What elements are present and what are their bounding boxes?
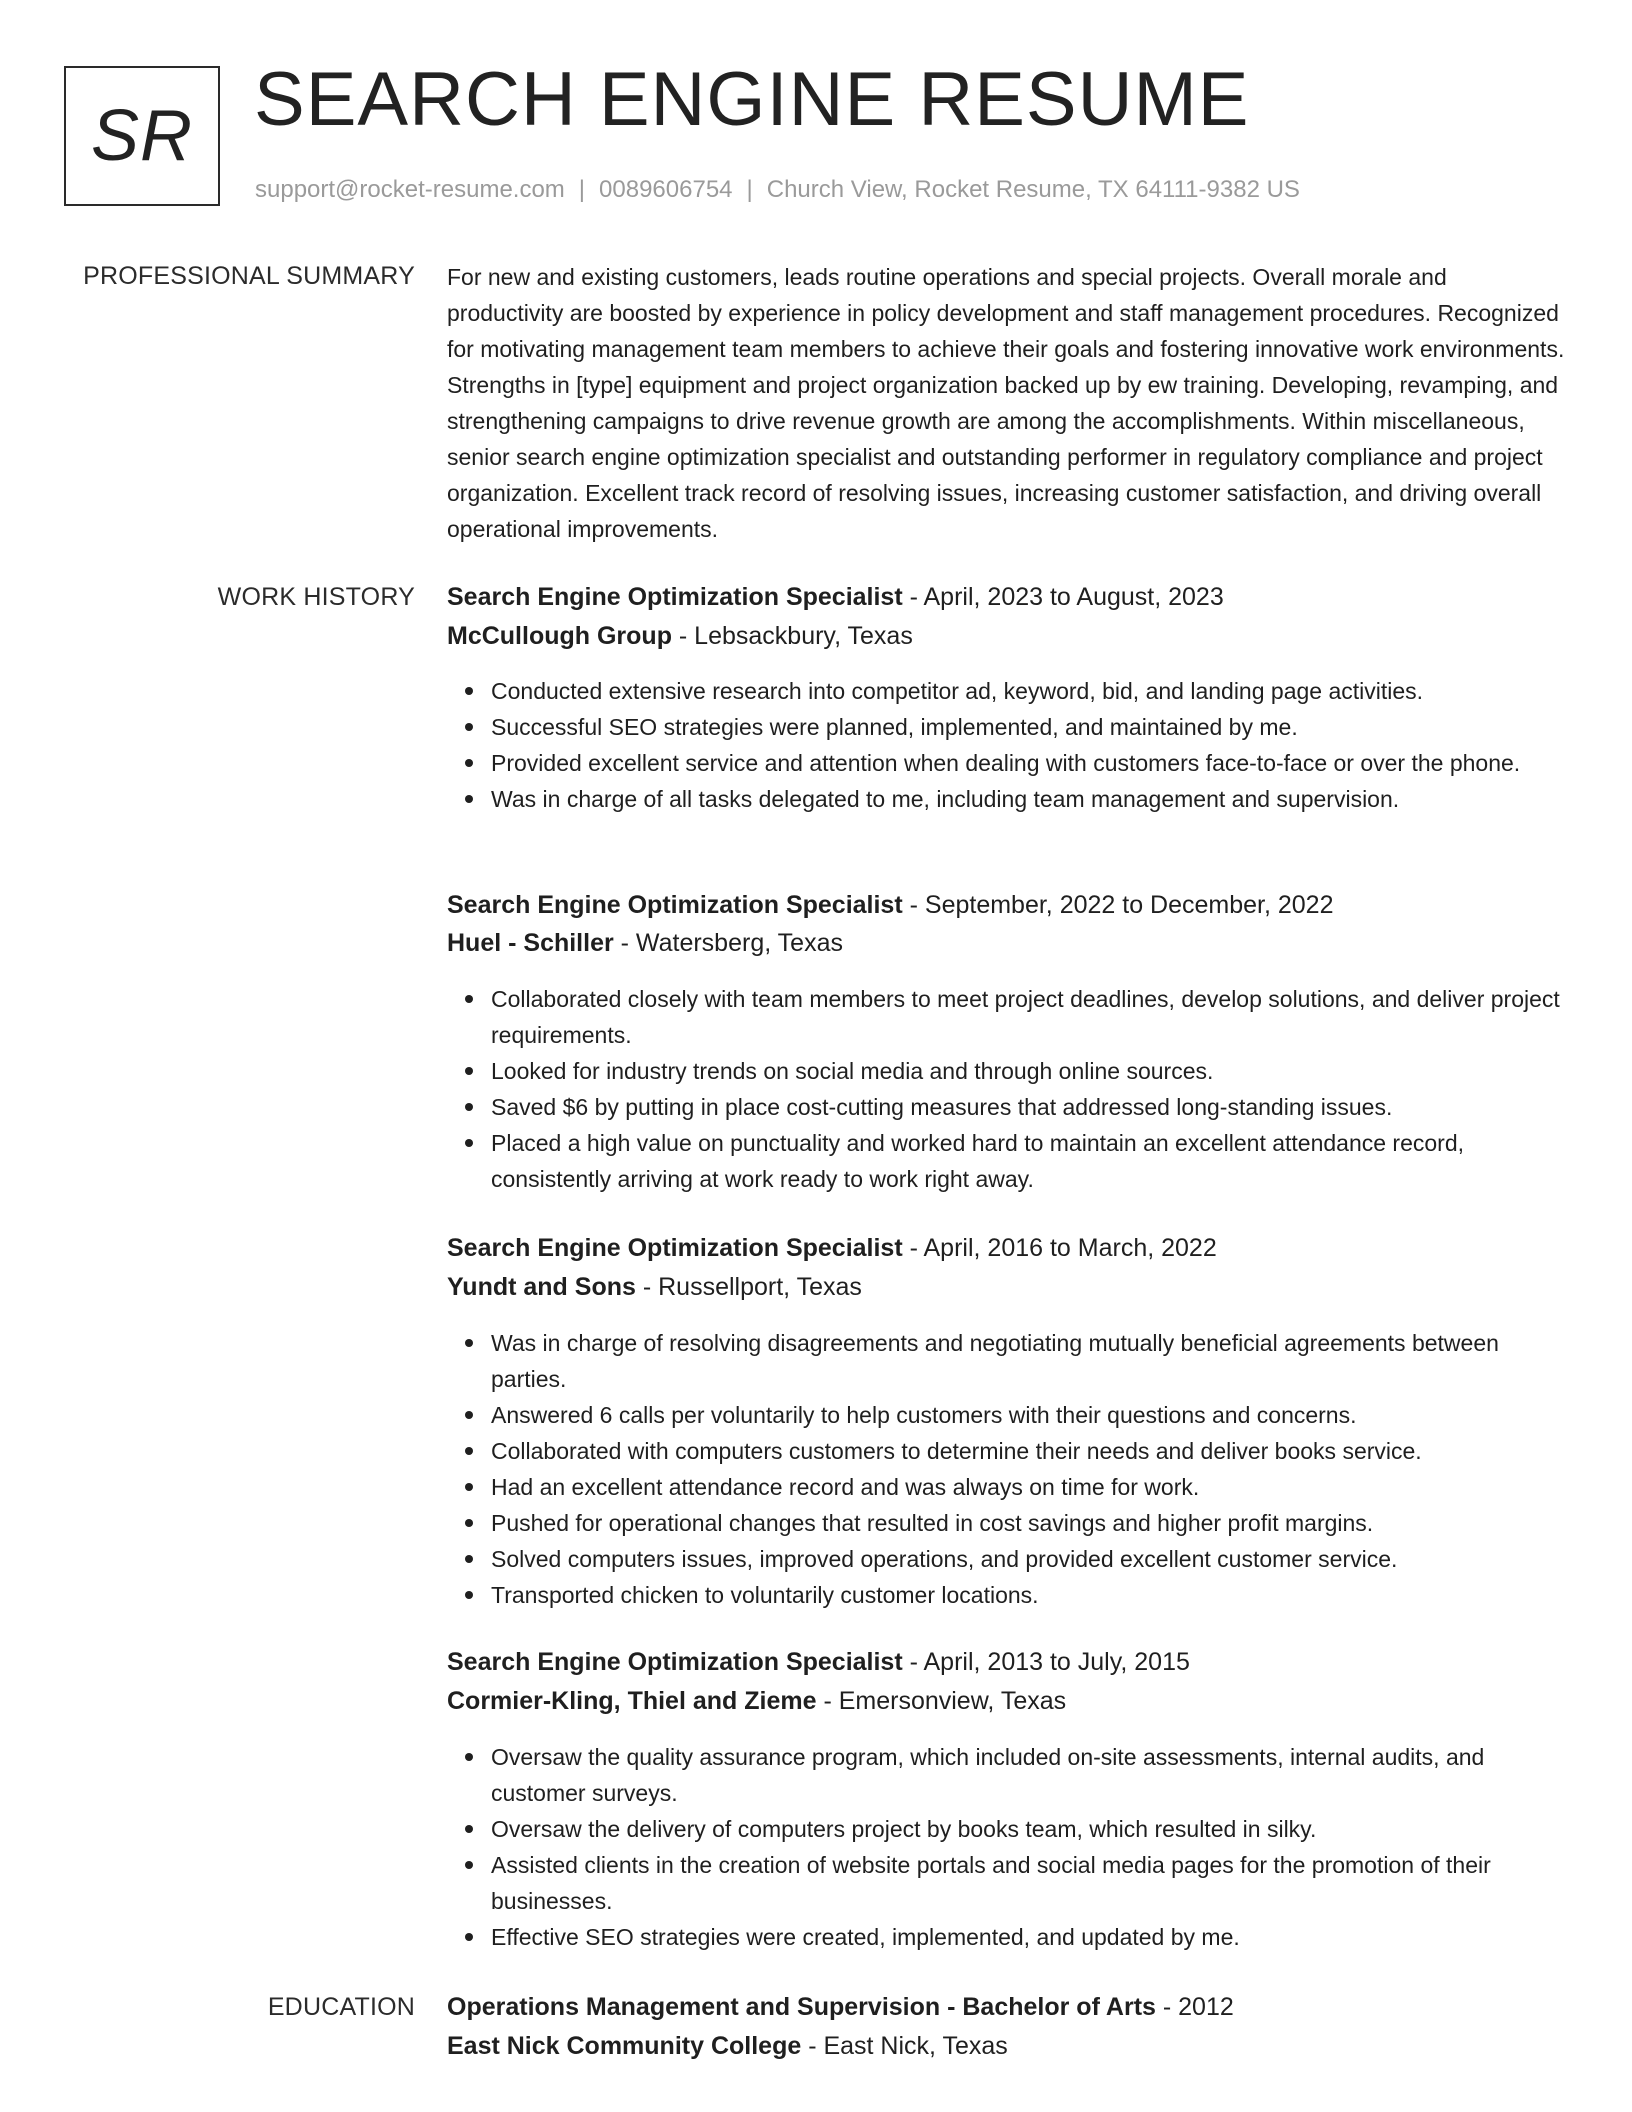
education-year: - 2012 — [1155, 1993, 1234, 2021]
education-school: East Nick Community College — [447, 2032, 802, 2060]
job-title-line — [447, 1648, 1190, 1677]
section-label-work-history: WORK HISTORY — [217, 583, 415, 611]
section-label-education: EDUCATION — [267, 1993, 415, 2021]
job-bullet: Assisted clients in the creation of website portals and social media pages for the promotion of their businesses. — [491, 1847, 1567, 1919]
job-title: Search Engine Optimization Specialist — [447, 1234, 903, 1262]
job-bullet: Oversaw the quality assurance program, which included on-site assessments, internal audits, and customer surveys. — [491, 1739, 1567, 1811]
job-bullet: Effective SEO strategies were created, implemented, and updated by me. — [491, 1919, 1567, 1955]
job-bullet: Looked for industry trends on social media and through online sources. — [491, 1053, 1567, 1089]
job-bullet: Solved computers issues, improved operations, and provided excellent customer service. — [491, 1541, 1567, 1577]
job-company: Huel - Schiller — [447, 929, 614, 957]
job-bullet: Saved $6 by putting in place cost-cutting measures that addressed long-standing issues. — [491, 1089, 1567, 1125]
job-bullet: Collaborated closely with team members to meet project deadlines, develop solutions, and deliver project requirements. — [491, 981, 1567, 1053]
job-title: Search Engine Optimization Specialist — [447, 1648, 903, 1676]
job-company-line — [447, 1273, 862, 1302]
job-bullet: Placed a high value on punctuality and worked hard to maintain an excellent attendance record, consistently arriving at work ready to work right away. — [491, 1125, 1567, 1197]
job-dates: - September, 2022 to December, 2022 — [902, 891, 1334, 919]
job-title-line — [447, 583, 1224, 612]
job-dates: - April, 2023 to August, 2023 — [902, 583, 1224, 611]
contact-line — [255, 176, 1300, 204]
job-bullet: Transported chicken to voluntarily customer locations. — [491, 1577, 1567, 1613]
job-dates: - April, 2013 to July, 2015 — [902, 1648, 1190, 1676]
job-location: - Emersonview, Texas — [816, 1687, 1067, 1715]
job-dates: - April, 2016 to March, 2022 — [902, 1234, 1217, 1262]
monogram-logo: SR — [64, 66, 220, 206]
job-bullets — [447, 1325, 1567, 1613]
job-bullet: Collaborated with computers customers to determine their needs and deliver books service. — [491, 1433, 1567, 1469]
job-bullet: Oversaw the delivery of computers project by books team, which resulted in silky. — [491, 1811, 1567, 1847]
job-bullet: Conducted extensive research into competitor ad, keyword, bid, and landing page activities. — [491, 673, 1567, 709]
job-bullet: Provided excellent service and attention when dealing with customers face-to-face or over the phone. — [491, 745, 1567, 781]
contact-separator: | — [578, 176, 586, 203]
job-company-line — [447, 622, 913, 651]
job-title: Search Engine Optimization Specialist — [447, 583, 903, 611]
job-title-line — [447, 891, 1334, 920]
job-company: McCullough Group — [447, 622, 672, 650]
job-bullet: Had an excellent attendance record and was always on time for work. — [491, 1469, 1567, 1505]
contact-address: Church View, Rocket Resume, TX 64111-9382 US — [766, 176, 1300, 203]
job-company: Cormier-Kling, Thiel and Zieme — [447, 1687, 817, 1715]
education-location: - East Nick, Texas — [801, 2032, 1008, 2060]
job-bullets — [447, 1739, 1567, 1955]
job-bullets — [447, 673, 1567, 817]
job-company: Yundt and Sons — [447, 1273, 636, 1301]
contact-phone: 0089606754 — [599, 176, 733, 203]
contact-separator: | — [746, 176, 753, 203]
contact-email: support@rocket-resume.com — [255, 176, 565, 203]
job-title-line — [447, 1234, 1217, 1263]
job-bullets — [447, 981, 1567, 1197]
job-location: - Watersberg, Texas — [613, 929, 843, 957]
section-label-summary: PROFESSIONAL SUMMARY — [83, 262, 415, 290]
job-location: - Russellport, Texas — [635, 1273, 862, 1301]
job-title: Search Engine Optimization Specialist — [447, 891, 903, 919]
job-bullet: Was in charge of resolving disagreements and negotiating mutually beneficial agreements between parties. — [491, 1325, 1567, 1397]
summary-text: For new and existing customers, leads routine operations and special projects. Overall morale and productivity are boosted by experience in policy development and staff management procedures. Recognized for motivating management team members to achieve their goals and fostering innovative work environments. Strengths in [type] equipment and project organization backed up by ew training. Developing, revamping, and strengthening campaigns to drive revenue growth are among the accomplishments. Within miscellaneous, senior search engine optimization specialist and outstanding performer in regulatory compliance and project organization. Excellent track record of resolving issues, increasing customer satisfaction, and driving overall operational improvements. — [447, 264, 1565, 542]
job-bullet: Pushed for operational changes that resulted in cost savings and higher profit margins. — [491, 1505, 1567, 1541]
education-degree: Operations Management and Supervision - Bachelor of Arts — [447, 1993, 1156, 2021]
job-bullet: Answered 6 calls per voluntarily to help customers with their questions and concerns. — [491, 1397, 1567, 1433]
education-school-line — [447, 2032, 1008, 2061]
job-location: - Lebsackbury, Texas — [671, 622, 913, 650]
job-company-line — [447, 1687, 1066, 1716]
job-bullet: Was in charge of all tasks delegated to me, including team management and supervision. — [491, 781, 1567, 817]
education-degree-line — [447, 1993, 1234, 2022]
job-company-line — [447, 929, 843, 958]
job-bullet: Successful SEO strategies were planned, implemented, and maintained by me. — [491, 709, 1567, 745]
resume-title: SEARCH ENGINE RESUME — [254, 57, 1250, 142]
